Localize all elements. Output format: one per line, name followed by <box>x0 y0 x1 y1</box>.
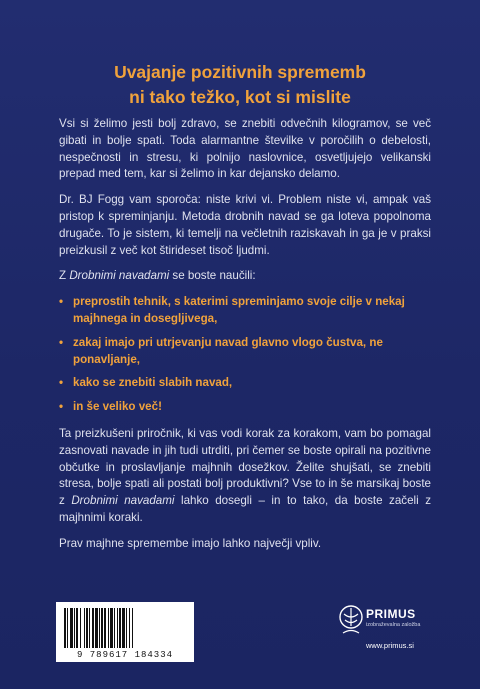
barcode-stripe <box>133 608 134 648</box>
bullet-icon: • <box>59 400 64 414</box>
learn-intro-prefix: Z <box>59 269 70 283</box>
paragraph-summary <box>59 426 431 527</box>
list-item <box>59 375 431 392</box>
book-title-italic: Drobnimi navadami <box>71 494 175 508</box>
bullet-icon: • <box>59 376 64 390</box>
book-title-italic: Drobnimi navadami <box>69 269 170 283</box>
paragraph-author: Dr. BJ Fogg vam sporoča: niste krivi vi. Problem niste vi, ampak vaš pristop k spreminjanju. Metoda drobnih navad se ga loteva popolnoma drugače. To je sistem, ki temelji na večletnih raziskavah in ga je v praksi preizkusil z več kot štirideset tisoč ljudmi. <box>59 193 431 257</box>
publisher-emblem-icon <box>338 604 364 638</box>
headline-line-2: ni tako težko, kot si mislite <box>129 87 351 107</box>
bullet-icon: • <box>59 335 64 349</box>
publisher-name: PRIMUS <box>366 607 416 621</box>
summary-suffix: lahko dosegli – in to tako, da boste začeli z majhnimi koraki. <box>59 494 431 524</box>
list-item-text: preprostih tehnik, s katerimi spreminjamo svoje cilje v nekaj majhnega in dosegljivega, <box>73 295 405 325</box>
paragraph-intro: Vsi si želimo jesti bolj zdravo, se znebiti odvečnih kilogramov, se več gibati in bolje spati. Toda alarmantne številke v poročilih o debelosti, nespečnosti in stresu, ki polnijo naslovnice, osvetljujejo velikanski prepad med tem, kar si želimo in kar dejansko delamo. <box>59 117 431 181</box>
barcode-bars <box>64 608 186 648</box>
learn-intro-suffix: se boste naučili: <box>169 269 256 283</box>
barcode-number: 9 789617 184334 <box>76 650 173 660</box>
headline-line-1: Uvajanje pozitivnih sprememb <box>114 62 366 82</box>
learning-points-list <box>59 294 431 416</box>
list-item-text: in še veliko več! <box>73 400 162 414</box>
headline <box>0 60 480 110</box>
list-item <box>59 335 431 369</box>
publisher-logo-block <box>338 604 428 662</box>
paragraph-closing: Prav majhne spremembe imajo lahko največji vpliv. <box>59 536 322 550</box>
publisher-url: www.primus.si <box>366 641 414 650</box>
summary-text: Ta preizkušeni priročnik, ki vas vodi korak za korakom, vam bo pomagal zasnovati navade in jih tudi utrditi, pri čemer se boste opirali na pozitivne občutke in proslavljanje majhnih dosežkov. Želite shujšati, se znebiti stresa, bolje spati ali postati bolj produktivni? Vse to in še marsikaj boste z <box>59 426 431 508</box>
list-item-text: kako se znebiti slabih navad, <box>73 376 233 390</box>
blurb-body <box>59 116 431 562</box>
paragraph-learn-intro <box>59 268 431 285</box>
list-item-text: zakaj imajo pri utrjevanju navad glavno vlogo čustva, ne ponavljanje, <box>73 335 383 366</box>
isbn-barcode <box>56 602 194 662</box>
publisher-subtitle: izobraževalna založba <box>366 622 421 628</box>
bullet-icon: • <box>59 295 64 309</box>
list-item <box>59 294 431 328</box>
list-item <box>59 399 431 416</box>
